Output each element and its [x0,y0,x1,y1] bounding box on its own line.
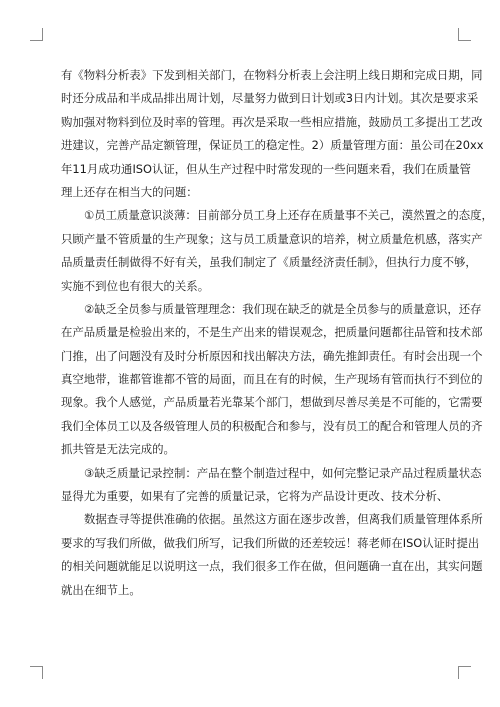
text-line: 理上还存在相当大的问题： [61,184,198,199]
text-line: 我们全体员工以及各级管理人员的积极配合和参与，没有员工的配合和管理人员的齐 [61,418,483,433]
text-line: ①员工质量意识淡薄：目前部分员工身上还存在质量事不关己，漠然置之的态度， [84,208,493,223]
text-line: 进建议，完善产品定额管理，保证员工的稳定性。2）质量管理方面：虽公司在20xx [61,138,484,153]
text-line: ③缺乏质量记录控制：产品在整个制造过程中，如何完整记录产品过程质量状态 [84,465,482,480]
crop-mark-bottom-right [458,666,471,679]
text-line: 的相关问题就能足以说明这一点，我们很多工作在做，但问题确一直在出，其实问题 [61,559,483,574]
text-line: 要求的写我们所做，做我们所写，记我们所做的还差较远！蒋老师在ISO认证时提出 [61,535,480,550]
text-line: 真空地带，谁都管谁都不管的局面，而且在有的时候，生产现场有管而执行不到位的 [61,372,483,387]
text-line: 就出在细节上。 [61,582,141,597]
text-line: 显得尤为重要，如果有了完善的质量记录，它将为产品设计更改、技术分析、 [61,489,449,504]
text-line: 只顾产量不管质量的生产现象；这与员工质量意识的培养，树立质量危机感，落实产 [61,231,483,246]
text-line: 现象。我个人感觉，产品质量若光靠某个部门，想做到尽善尽美是不可能的，它需要 [61,395,483,410]
text-line: 品质量责任制做得不好有关，虽我们制定了《质量经济责任制》，但执行力度不够， [61,255,477,270]
crop-mark-top-right [458,28,471,41]
text-line: 实施不到位也有很大的关系。 [61,278,210,293]
text-line: 在产品质量是检验出来的，不是生产出来的错误观念，把质量问题都往品管和技术部 [61,325,483,340]
crop-mark-top-left [30,28,43,41]
text-line: 时还分成品和半成品排出周计划，尽量努力做到日计划或3日内计划。其次是要求采 [61,91,479,106]
text-line: 抓共管是无法完成的。 [61,442,175,457]
text-line: 门推，出了问题没有及时分析原因和找出解决方法，确先推卸责任。有时会出现一个 [61,348,483,363]
text-line: 有《物料分析表》下发到相关部门，在物料分析表上会注明上线日期和完成日期，同 [61,68,483,82]
document-body [61,64,493,602]
crop-mark-bottom-left [30,666,43,679]
text-line: 数据查寻等提供准确的依据。虽然这方面在逐步改善，但离我们质量管理体系所 [84,512,483,527]
text-line: 年11月成功通ISO认证，但从生产过程中时常发现的一些问题来看，我们在质量管 [61,161,471,176]
text-line: ②缺乏全员参与质量管理理念：我们现在缺乏的就是全员参与的质量意识，还存 [84,301,482,316]
text-line: 购加强对物料到位及时率的管理。再次是采取一些相应措施，鼓励员工多提出工艺改 [61,114,483,129]
